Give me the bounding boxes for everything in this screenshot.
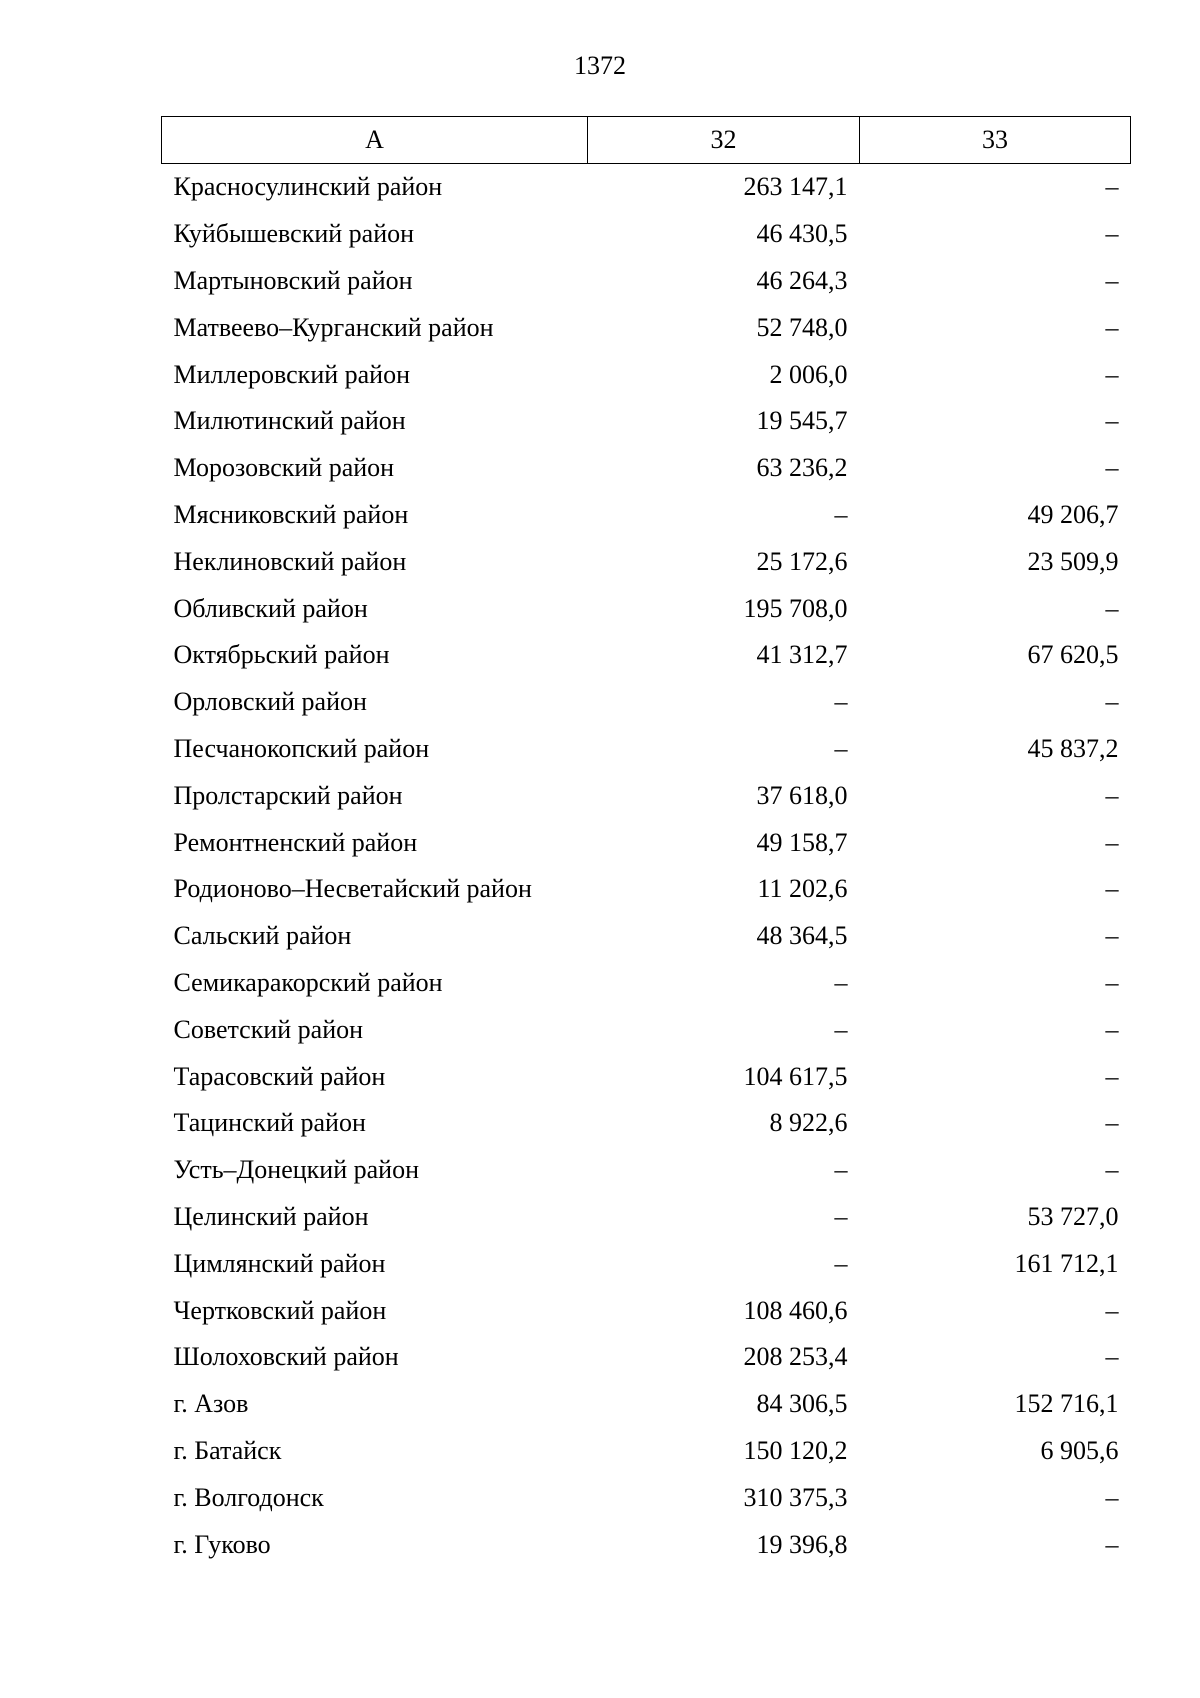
row-value-32-cell: – xyxy=(834,1155,848,1185)
table-row xyxy=(162,866,1131,913)
row-name-cell: Семикаракорский район xyxy=(173,967,443,997)
row-name-cell: Тарасовский район xyxy=(173,1061,386,1091)
row-value-33-cell: 53 727,0 xyxy=(1027,1201,1119,1231)
table-row xyxy=(162,726,1131,773)
row-value-32-cell: – xyxy=(834,687,848,717)
row-name-cell: г. Волгодонск xyxy=(173,1482,324,1512)
row-value-33-cell: 23 509,9 xyxy=(1027,546,1119,576)
table-body xyxy=(162,164,1131,1568)
row-name-cell: Мартыновский район xyxy=(173,265,413,295)
row-name-cell: Шолоховский район xyxy=(173,1342,399,1372)
row-name-cell: Орловский район xyxy=(173,687,367,717)
row-name-cell: Чертковский район xyxy=(173,1295,387,1325)
table-row xyxy=(162,304,1131,351)
row-value-32-cell: 310 375,3 xyxy=(743,1482,848,1512)
row-name-cell: Родионово–Несветайский район xyxy=(173,874,532,904)
row-name-cell: Матвеево–Курганский район xyxy=(173,312,494,342)
row-value-32-cell: – xyxy=(834,1014,848,1044)
row-value-33-cell: 49 206,7 xyxy=(1027,499,1119,529)
table-row xyxy=(162,164,1131,211)
row-value-32-cell: 46 430,5 xyxy=(756,219,848,249)
table-row xyxy=(162,1287,1131,1334)
table-row xyxy=(162,1474,1131,1521)
row-value-32-cell: 46 264,3 xyxy=(756,265,848,295)
row-value-33-cell: – xyxy=(1105,1342,1119,1372)
table-row xyxy=(162,1194,1131,1241)
row-value-32-cell: 41 312,7 xyxy=(756,640,848,670)
row-value-32-cell: 108 460,6 xyxy=(743,1295,848,1325)
row-value-33-cell: – xyxy=(1105,967,1119,997)
table-row xyxy=(162,1334,1131,1381)
row-value-32-cell: 25 172,6 xyxy=(756,546,848,576)
table-row xyxy=(162,351,1131,398)
column-header-33: 33 xyxy=(860,117,1131,164)
table-row xyxy=(162,1100,1131,1147)
row-value-32-cell: 49 158,7 xyxy=(756,827,848,857)
table-row xyxy=(162,258,1131,305)
row-name-cell: Сальский район xyxy=(173,921,352,951)
table-row xyxy=(162,819,1131,866)
row-value-32-cell: 84 306,5 xyxy=(756,1389,848,1419)
table-row xyxy=(162,1240,1131,1287)
row-value-33-cell: – xyxy=(1105,265,1119,295)
row-name-cell: Милютинский район xyxy=(173,406,406,436)
row-value-33-cell: – xyxy=(1105,453,1119,483)
data-table xyxy=(161,116,1131,1568)
row-name-cell: Неклиновский район xyxy=(173,546,407,576)
row-name-cell: Пролстарский район xyxy=(173,780,403,810)
row-value-32-cell: 8 922,6 xyxy=(769,1108,848,1138)
row-value-32-cell: 63 236,2 xyxy=(756,453,848,483)
row-value-33-cell: – xyxy=(1105,1529,1119,1559)
row-value-32-cell: – xyxy=(834,1248,848,1278)
row-name-cell: Миллеровский район xyxy=(173,359,411,389)
table-row xyxy=(162,1381,1131,1428)
row-name-cell: Тацинский район xyxy=(173,1108,366,1138)
row-value-33-cell: – xyxy=(1105,1295,1119,1325)
row-name-cell: Красносулинский район xyxy=(173,172,443,202)
row-value-33-cell: – xyxy=(1105,827,1119,857)
row-value-32-cell: 11 202,6 xyxy=(757,874,848,904)
row-value-32-cell: 48 364,5 xyxy=(756,921,848,951)
table-row xyxy=(162,398,1131,445)
column-header-name: А xyxy=(162,117,588,164)
row-value-32-cell: 19 396,8 xyxy=(756,1529,848,1559)
row-value-33-cell: 152 716,1 xyxy=(1014,1389,1119,1419)
page-number: 1372 xyxy=(574,51,626,80)
row-value-32-cell: 150 120,2 xyxy=(743,1435,848,1465)
row-name-cell: Целинский район xyxy=(173,1201,369,1231)
row-name-cell: Куйбышевский район xyxy=(173,219,415,249)
row-name-cell: г. Азов xyxy=(173,1389,249,1419)
row-value-33-cell: – xyxy=(1105,359,1119,389)
table-row xyxy=(162,492,1131,539)
row-value-32-cell: – xyxy=(834,1201,848,1231)
row-value-33-cell: 45 837,2 xyxy=(1027,733,1119,763)
row-name-cell: Ремонтненский район xyxy=(173,827,418,857)
table-row xyxy=(162,679,1131,726)
table-row xyxy=(162,632,1131,679)
row-name-cell: г. Гуково xyxy=(173,1529,271,1559)
row-value-32-cell: 19 545,7 xyxy=(756,406,848,436)
row-name-cell: Советский район xyxy=(173,1014,364,1044)
table-row xyxy=(162,585,1131,632)
row-name-cell: Октябрьский район xyxy=(173,640,390,670)
row-value-32-cell: 37 618,0 xyxy=(756,780,848,810)
row-value-32-cell: 208 253,4 xyxy=(743,1342,848,1372)
table-row xyxy=(162,1521,1131,1568)
row-value-33-cell: – xyxy=(1105,921,1119,951)
row-value-33-cell: – xyxy=(1105,1108,1119,1138)
row-value-32-cell: 2 006,0 xyxy=(769,359,848,389)
column-header-32: 32 xyxy=(588,117,860,164)
row-value-32-cell: 104 617,5 xyxy=(743,1061,848,1091)
row-name-cell: Обливский район xyxy=(173,593,368,623)
row-value-32-cell: – xyxy=(834,499,848,529)
table-row xyxy=(162,445,1131,492)
table-row xyxy=(162,538,1131,585)
row-name-cell: Цимлянский район xyxy=(173,1248,386,1278)
row-value-32-cell: – xyxy=(834,967,848,997)
row-name-cell: Усть–Донецкий район xyxy=(173,1155,419,1185)
row-value-32-cell: 52 748,0 xyxy=(756,312,848,342)
row-value-33-cell: – xyxy=(1105,1014,1119,1044)
table-row xyxy=(162,211,1131,258)
row-value-33-cell: 67 620,5 xyxy=(1027,640,1119,670)
row-value-33-cell: – xyxy=(1105,172,1119,202)
row-value-33-cell: 161 712,1 xyxy=(1014,1248,1119,1278)
table-row xyxy=(162,1053,1131,1100)
row-value-32-cell: 195 708,0 xyxy=(743,593,848,623)
row-name-cell: г. Батайск xyxy=(173,1435,282,1465)
table-header-row xyxy=(162,117,1131,164)
row-value-32-cell: – xyxy=(834,733,848,763)
table-row xyxy=(162,772,1131,819)
table-row xyxy=(162,1147,1131,1194)
row-name-cell: Песчанокопский район xyxy=(173,733,430,763)
row-value-33-cell: – xyxy=(1105,406,1119,436)
row-value-33-cell: – xyxy=(1105,1155,1119,1185)
row-value-33-cell: 6 905,6 xyxy=(1040,1435,1119,1465)
row-value-33-cell: – xyxy=(1105,219,1119,249)
row-name-cell: Морозовский район xyxy=(173,453,395,483)
row-value-33-cell: – xyxy=(1105,687,1119,717)
row-value-33-cell: – xyxy=(1105,1482,1119,1512)
table-row xyxy=(162,960,1131,1007)
row-value-33-cell: – xyxy=(1105,1061,1119,1091)
row-value-33-cell: – xyxy=(1105,874,1119,904)
row-value-32-cell: 263 147,1 xyxy=(743,172,848,202)
data-table-container xyxy=(161,116,1130,1568)
row-value-33-cell: – xyxy=(1105,312,1119,342)
row-value-33-cell: – xyxy=(1105,593,1119,623)
row-name-cell: Мясниковский район xyxy=(173,499,409,529)
table-row xyxy=(162,1006,1131,1053)
row-value-33-cell: – xyxy=(1105,780,1119,810)
table-row xyxy=(162,913,1131,960)
table-row xyxy=(162,1428,1131,1475)
